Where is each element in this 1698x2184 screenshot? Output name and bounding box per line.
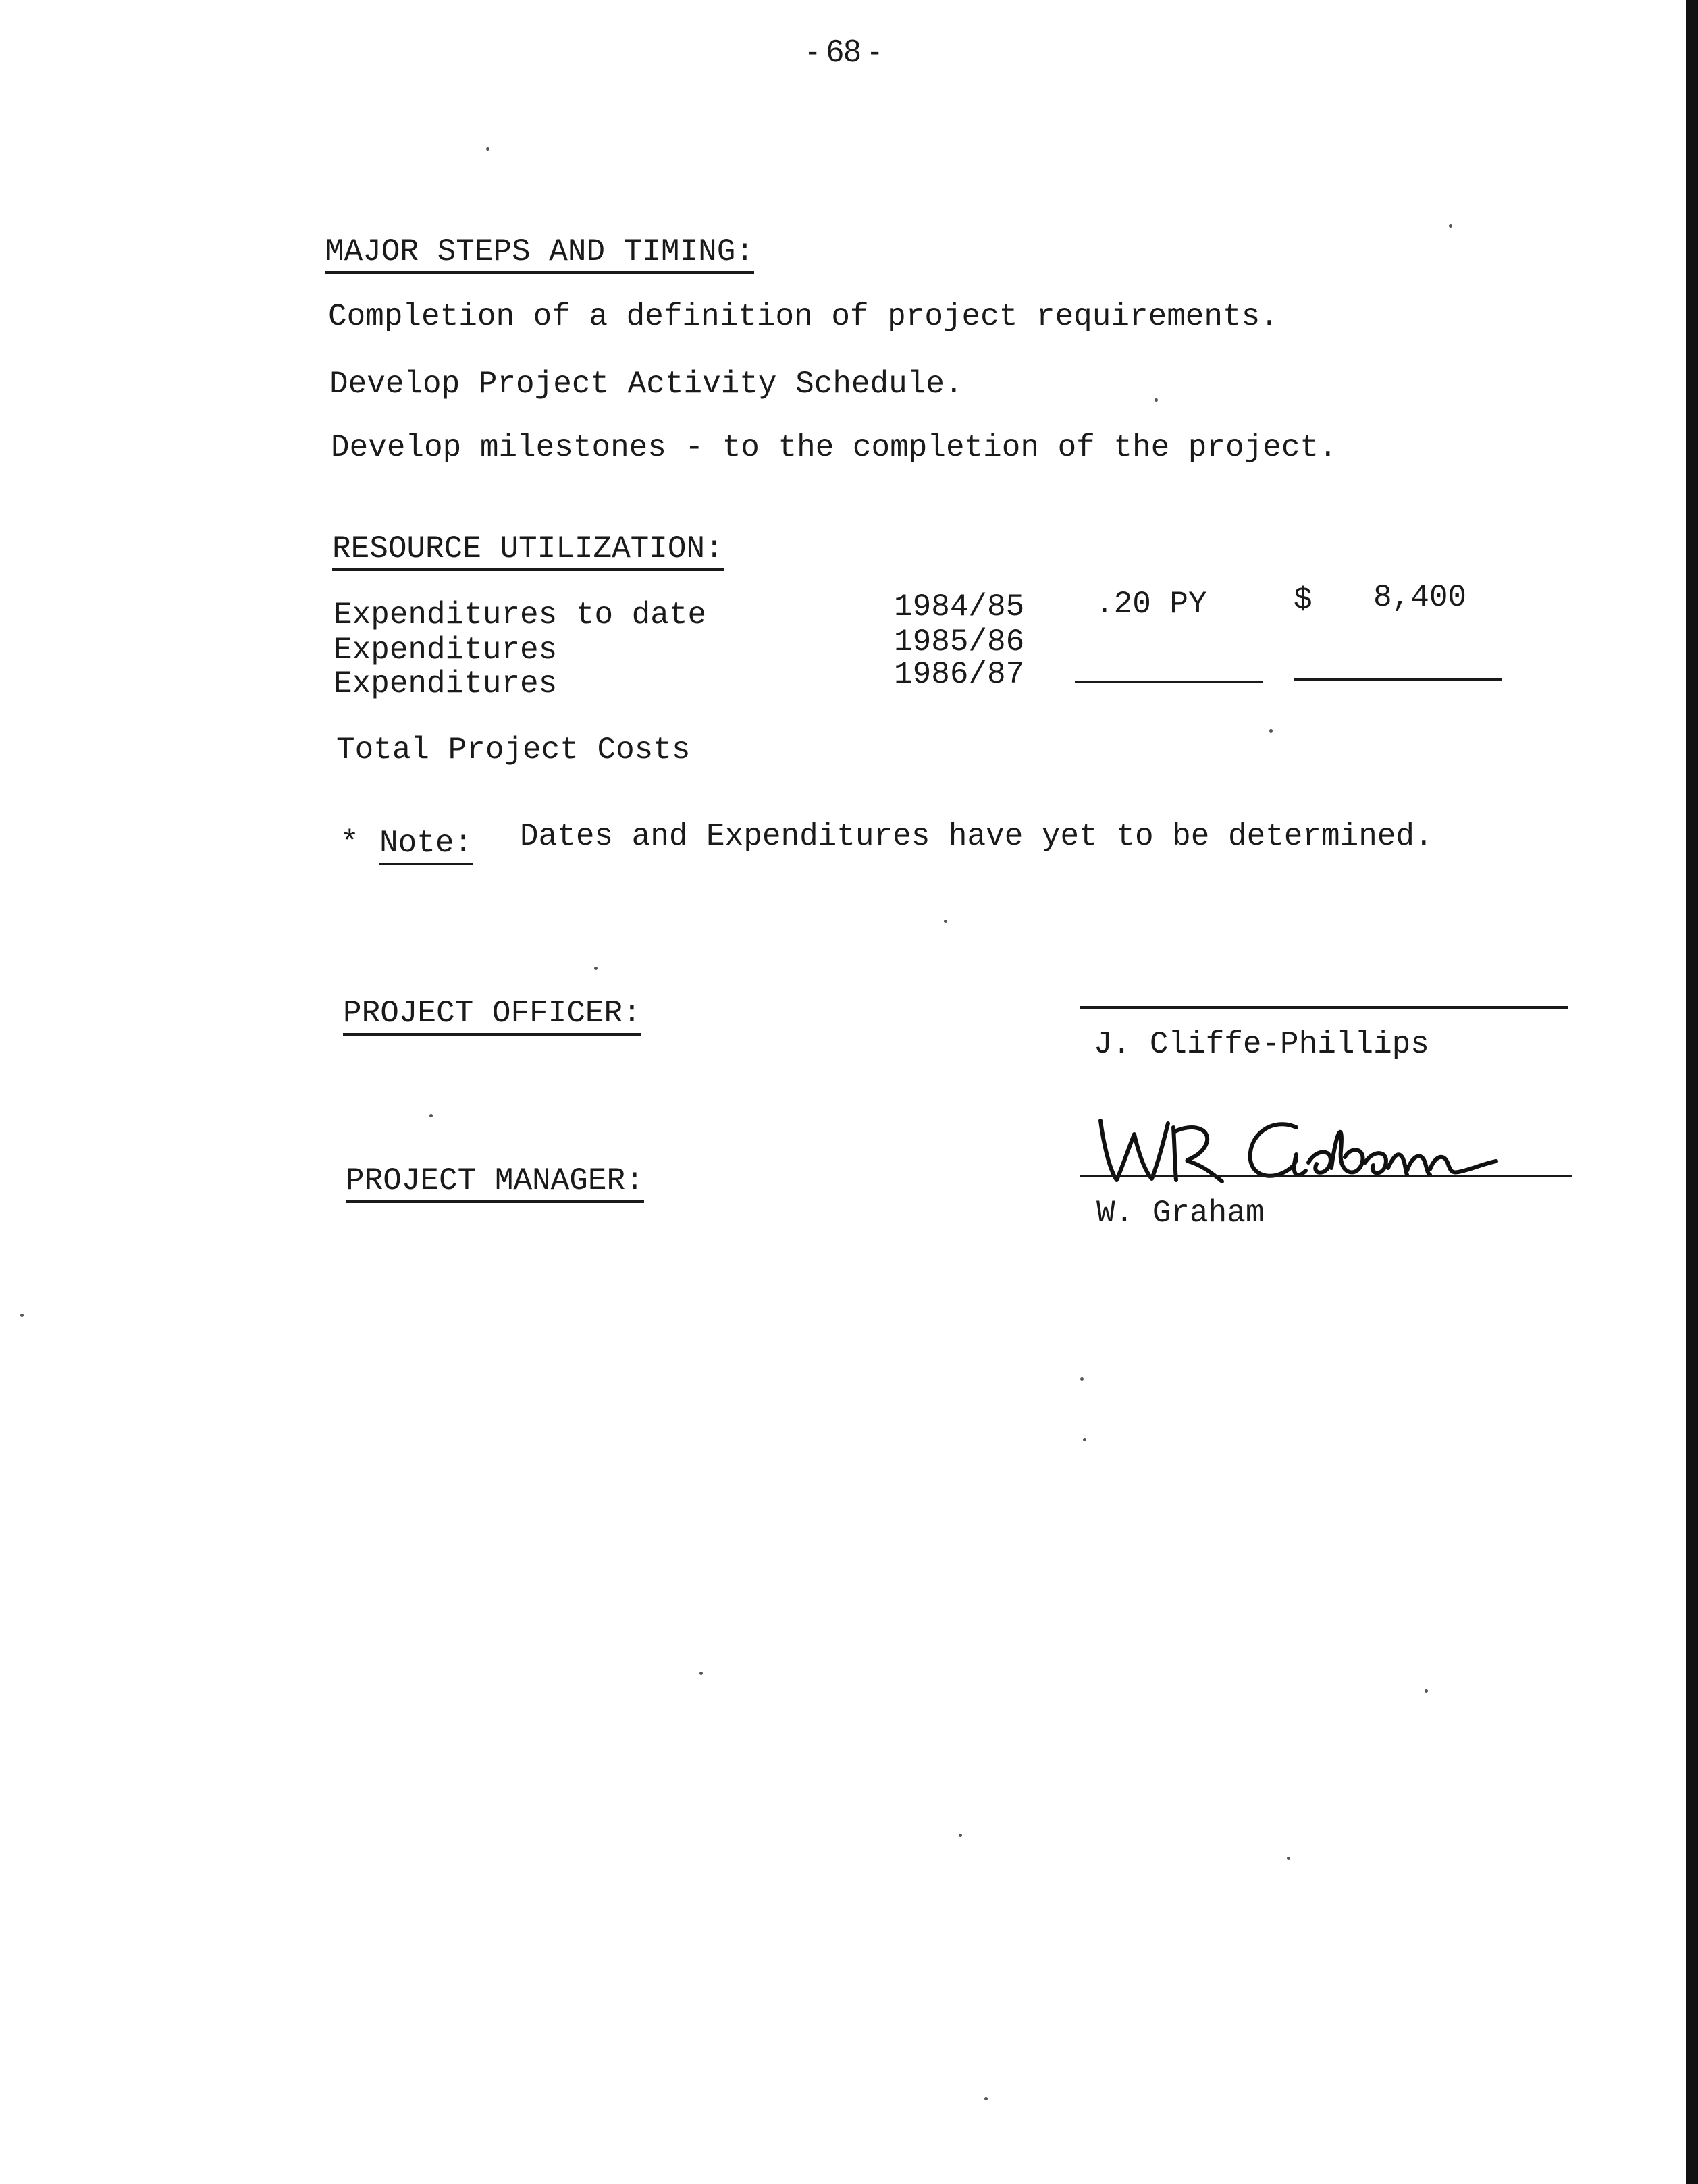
scan-speck [1425,1689,1428,1693]
scan-speck [959,1834,962,1837]
scan-speck [944,920,947,923]
scan-speck [1083,1438,1086,1441]
scan-speck [1287,1857,1290,1860]
major-step-item: Completion of a definition of project requirements. [328,299,1279,334]
officer-name: J. Cliffe-Phillips [1094,1027,1429,1062]
major-step-item: Develop milestones - to the completion of the project. [331,430,1337,465]
scan-speck [1449,224,1452,228]
scan-speck [699,1672,703,1675]
scan-edge [1686,0,1698,2184]
note-label: Note: [379,828,473,865]
expenditure-label: Expenditures [334,666,558,701]
expenditure-py: .20 PY [1095,587,1207,622]
note-text: Dates and Expenditures have yet to be determined. [520,819,1433,854]
expenditure-label: Expenditures [334,633,558,668]
expenditure-year: 1985/86 [894,624,1025,660]
scan-speck [984,2097,988,2100]
scan-speck [594,967,598,970]
manager-signature-line [1080,1175,1572,1177]
note-asterisk: * [340,826,359,861]
scan-speck [429,1114,433,1117]
expenditure-year: 1984/85 [894,589,1025,624]
py-blank-line [1075,681,1263,683]
major-step-item: Develop Project Activity Schedule. [329,367,963,402]
project-officer-label: PROJECT OFFICER: [343,998,641,1036]
amount-blank-line [1294,678,1502,681]
manager-name: W. Graham [1096,1196,1265,1231]
resource-utilization-heading: RESOURCE UTILIZATION: [332,533,724,571]
scan-speck [486,147,489,151]
scan-speck [20,1314,24,1317]
scan-speck [1269,729,1273,733]
expenditure-year: 1986/87 [894,657,1025,692]
scan-speck [1080,1377,1084,1381]
expenditure-label: Expenditures to date [334,597,707,633]
expenditure-amount: 8,400 [1373,580,1467,615]
manager-signature [1094,1107,1526,1195]
project-manager-label: PROJECT MANAGER: [346,1165,644,1203]
major-steps-heading: MAJOR STEPS AND TIMING: [325,236,754,274]
officer-signature-line [1080,1006,1568,1009]
scan-speck [1155,398,1158,402]
page-number: - 68 - [807,33,880,68]
expenditure-currency: $ [1294,583,1312,618]
total-project-costs-label: Total Project Costs [336,733,691,768]
